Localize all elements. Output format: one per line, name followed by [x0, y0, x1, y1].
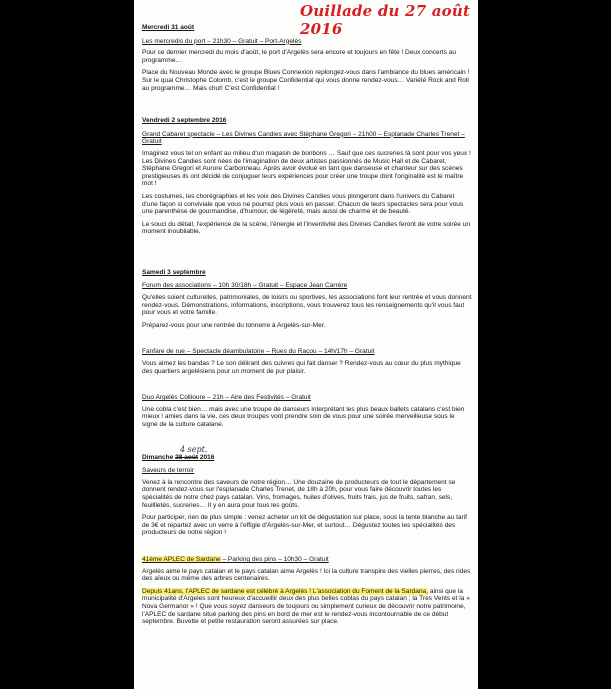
event-title: Forum des associations – 10h 30/18h – Gratuit – Espace Jean Carrère — [142, 282, 348, 290]
document-content — [142, 18, 472, 631]
event-paragraph: Depuis 41ans, l'APLEC de sardane est célébré à Argelès ! L'association du Foment de la Sardana, ainsi que la municipalité d'Argeles sont heureux d'accueillir deux des plus belles coblas du pays catalan ; la Tres Vents et la « Nova Germanor » ! Que vous soyez danseurs de toujours ou simplement curieux de découvrir notre patrimoine, l'APLEC de sardane situé parking des pins en bord de mer est le rendez-vous incontournable de ce début septembre. Buvette et petite restauration seront assurées sur place. — [142, 587, 470, 626]
event-paragraph: Préparez-vous pour une rentrée du tonnerre à Argelès-sur-Mer. — [142, 321, 326, 329]
event-title: 41ème APLEC de Sardane – Parking des pins – 10h30 – Gratuit — [142, 555, 329, 563]
handwritten-title: Ouillade du 27 août 2016 — [300, 2, 471, 38]
event-paragraph: Imaginez vous tel un enfant au milieu d'un magasin de bonbons … Sauf que ces sucreries là sont pour vos yeux ! Les Divines Candies sont nées de l'imagination de deux artistes passionnés de Music Hall et de Cabaret, Stéphane Gregori et Aurore Carbonneau. Après avoir évolué en tant que danseuse et chanteur sur des scènes prestigieuses ils ont décidé de conjuguer leurs expériences pour créer une troupe dont l'originalité est le maître mot ! — [142, 149, 471, 188]
event-title: Grand Cabaret spectacle – Les Divines Candies avec Stéphane Gregori – 21h00 – Esplanade Charles Trenet – Gratuit — [142, 130, 465, 146]
event-paragraph: Une cobla c'est bien… mais avec une troupe de danseurs interprétant les plus beaux ballets catalans c'est bien mieux ! amies dans la vie, ces deux troupes vont prendre soin de vous pour une soirée merveilleuse sous le signe de la culture catalane. — [142, 405, 465, 428]
day-heading: Vendredi 2 septembre 2016 — [142, 117, 227, 125]
struck-date: 28 août — [175, 453, 199, 461]
event-title: Fanfare de rue – Spectacle déambulatoire – Rues du Racou – 14h/17h – Gratuit — [142, 348, 375, 356]
day-heading: Samedi 3 septembre — [142, 268, 206, 276]
highlighted-title: 41ème APLEC de Sardane — [142, 555, 221, 563]
event-paragraph: Argelès aime le pays catalan et le pays catalan aime Argelès ! Ici la culture transpire des vielles pierres, des rides des aïeux ou même des arbres centenaires. — [142, 567, 471, 583]
event-paragraph: Venez à la rencontre des saveurs de notre région… Une douzaine de producteurs de tout le département se donnent rendez-vous sur l'esplanade Charles Trenet, de 18h à 20h, pour vous faire découvrir toutes les spécialités de notre chez pays catalan. Vins, fromages, huiles d'olives, fruits frais, jus de fruits, safran, sels, feuillletés, sucreries… Il y en aura pour tous les goûts. — [142, 478, 456, 509]
event-paragraph: Place du Nouveau Monde avec le groupe Blues Connexion replongez-vous dans l'ambiance du blues américain ! Sur le quai Christophe Colomb, c'est le groupe Confidential qui vous donne rendez-vous… Variété Rock and Roll au programme… Mais chut! C'est Confidential ! — [142, 69, 470, 92]
document-page — [134, 0, 478, 689]
event-paragraph: Pour participer, rien de plus simple : venez acheter un kit de dégustation sur place, sous la tente blanche au tarif de 3€ et repartez avec un verre à l'effigie d'Argelès-sur-Mer, et surtout… Dégustez toutes les spécialités des producteurs de notre région ! — [142, 514, 467, 537]
event-title: Duo Argelès Collioure – 21h – Aire des Festivités – Gratuit — [142, 394, 311, 402]
event-paragraph: Pour ce dernier mercredi du mois d'août, le port d'Argelès sera encore et toujours en fête ! Deux concerts au programme… — [142, 49, 457, 64]
day-heading: Mercredi 31 août — [142, 24, 195, 31]
event-title: Saveurs de terroir — [142, 467, 195, 475]
event-title: Les mercredis du port – 21h30 – Gratuit – Port-Argelès — [142, 37, 302, 45]
handwritten-date-correction: 4 sept. — [180, 444, 208, 454]
event-paragraph: Les costumes, les chorégraphies et les voix des Divines Candies vous plongeront dans l'univers du Cabaret d'une façon si conviviale que vous ne pourrez plus vous en passer. Chacun de leurs spectacles sera pour vous une parenthèse de gourmandise, d'humour, de légèreté, mais aussi de charme et de beauté. — [142, 192, 464, 216]
day-heading: 4 sept. Dimanche 28 août 2016 — [142, 444, 215, 461]
event-paragraph: Qu'elles soient culturelles, patrimoniales, de loisirs ou sportives, les associations font leur rentrée et vous donnent rendez-vous. Démonstrations, informations, inscriptions, vous trouverez tous les renseignements qu'il vous faut pour vous et votre famille. — [142, 294, 472, 317]
event-paragraph: Le souci du détail, l'expérience de la scène, l'énergie et l'inventivité des Divines Candies feront de votre soirée un moment inoubliable. — [142, 220, 471, 236]
event-paragraph: Vous aimez les bandas ? Le son délirant des cuivres qui fait danser ? Rendez-vous au cœur du plus mythique des quartiers argelésiens pour un moment de pur plaisir. — [142, 360, 461, 375]
highlighted-text: Depuis 41ans, l'APLEC de sardane est célébré à Argelès ! L'association du Foment de la Sardana, — [142, 587, 429, 595]
